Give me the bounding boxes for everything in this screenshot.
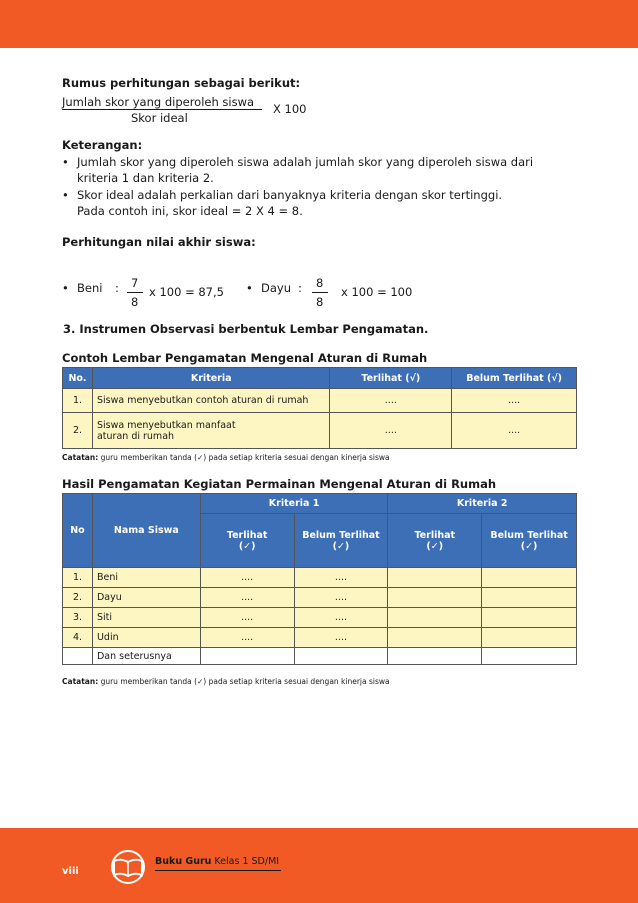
row-k2-belum [482,628,577,648]
book-icon [106,850,150,884]
beni-numerator: 7 [131,276,139,290]
beni-calc: x 100 = 87,5 [149,285,224,299]
bullet-dot: • [246,281,253,295]
row-terlihat: .... [330,413,452,449]
row-kriteria: Siswa menyebutkan contoh aturan di rumah [92,389,329,413]
table2 [62,493,577,665]
row-terlihat: .... [330,389,452,413]
table-row [63,608,577,628]
dayu-numerator: 8 [316,276,324,290]
final-score-heading: Perhitungan nilai akhir siswa: [62,235,256,249]
table1-header-row [63,368,577,389]
row-k1-terlihat [200,648,294,665]
row-k2-terlihat [388,568,482,588]
beni-colon: : [115,281,119,295]
table1-header-no: No. [63,368,93,389]
row-no: 4. [63,628,93,648]
table1-note-label: Catatan: [62,453,99,462]
row-k2-belum [482,588,577,608]
beni-fraction-line [127,292,143,293]
row-nama: Beni [92,568,200,588]
dayu-calc: x 100 = 100 [341,285,413,299]
table-row [63,628,577,648]
header-check: (✓) [520,540,538,552]
table1-header-terlihat: Terlihat (√) [330,368,452,389]
table2-header-k1-terlihat [200,514,294,568]
keterangan-bullet1-line1: Jumlah skor yang diperoleh siswa adalah jumlah skor yang diperoleh siswa dari [77,155,534,169]
header-label: Belum Terlihat [302,529,380,541]
table1-header-kriteria: Kriteria [92,368,329,389]
formula-denominator: Skor ideal [131,111,188,125]
bullet-dot: • [62,155,69,169]
header-label: Terlihat [414,529,456,541]
row-k2-terlihat [388,588,482,608]
row-k2-terlihat [388,608,482,628]
keterangan-bullet2-line2: Pada contoh ini, skor ideal = 2 X 4 = 8. [77,204,303,218]
formula-fraction-line [62,109,262,110]
table2-header-k2-terlihat [388,514,482,568]
row-k2-terlihat [388,648,482,665]
row-k2-terlihat [388,628,482,648]
table2-title: Hasil Pengamatan Kegiatan Permainan Mengenal Aturan di Rumah [62,477,497,491]
keterangan-bullet2-line1: Skor ideal adalah perkalian dari banyaknya kriteria dengan skor tertinggi. [77,188,503,202]
header-check: (✓) [238,540,256,552]
dayu-fraction-line [312,292,328,293]
table2-header-no: No [63,494,93,568]
dayu-colon: : [298,281,302,295]
table-row [63,568,577,588]
row-nama: Siti [92,608,200,628]
table1 [62,367,577,449]
row-k1-belum: .... [294,568,388,588]
table2-header-k1-belum [294,514,388,568]
row-kriteria [92,413,329,449]
formula-numerator: Jumlah skor yang diperoleh siswa [62,95,255,109]
keterangan-heading: Keterangan: [62,138,143,152]
row-nama: Dan seterusnya [92,648,200,665]
table2-group-header-row [63,494,577,514]
table-row [63,389,577,413]
table-row [63,588,577,608]
row-k2-belum [482,608,577,628]
table2-header-k2-belum [482,514,577,568]
table-row [63,413,577,449]
row-no: 2. [63,588,93,608]
row-no: 3. [63,608,93,628]
table1-note [62,453,390,462]
page-number: viii [62,866,79,877]
row-k1-terlihat: .... [200,568,294,588]
table2-note [62,677,390,686]
table-row [63,648,577,665]
table2-note-text: guru memberikan tanda (✓) pada setiap kriteria sesuai dengan kinerja siswa [98,677,390,686]
row-k1-terlihat: .... [200,588,294,608]
row-kriteria-line1: Siswa menyebutkan manfaat [96,419,236,431]
table2-note-label: Catatan: [62,677,99,686]
formula-multiplier: X 100 [273,102,307,116]
table2-header-kriteria1: Kriteria 1 [200,494,388,514]
table2-header-nama: Nama Siswa [92,494,200,568]
table1-note-text: guru memberikan tanda (✓) pada setiap kriteria sesuai dengan kinerja siswa [98,453,390,462]
row-belum: .... [452,413,577,449]
row-no: 2. [63,413,93,449]
row-k1-terlihat: .... [200,628,294,648]
bottom-band [0,828,638,903]
row-k1-belum [294,648,388,665]
header-label: Belum Terlihat [490,529,568,541]
beni-name: Beni [77,281,103,295]
bullet-dot: • [62,281,69,295]
table2-header-kriteria2: Kriteria 2 [388,494,577,514]
section3-heading: 3. Instrumen Observasi berbentuk Lembar Pengamatan. [63,322,429,336]
row-k1-terlihat: .... [200,608,294,628]
keterangan-bullet1-line2: kriteria 1 dan kriteria 2. [77,171,214,185]
footer-book-title [155,856,279,867]
row-kriteria-line2: aturan di rumah [96,430,175,442]
header-label: Terlihat [226,529,268,541]
beni-denominator: 8 [131,295,139,309]
row-k2-belum [482,648,577,665]
top-band [0,0,638,48]
dayu-name: Dayu [261,281,291,295]
bullet-dot: • [62,188,69,202]
row-nama: Dayu [92,588,200,608]
formula-heading: Rumus perhitungan sebagai berikut: [62,76,301,90]
row-no: 1. [63,389,93,413]
row-k1-belum: .... [294,608,388,628]
header-check: (✓) [426,540,444,552]
row-nama: Udin [92,628,200,648]
footer-book-rest: Kelas 1 SD/MI [211,856,280,867]
row-k1-belum: .... [294,588,388,608]
row-k1-belum: .... [294,628,388,648]
row-k2-belum [482,568,577,588]
row-no [63,648,93,665]
footer-underline [155,870,281,871]
row-belum: .... [452,389,577,413]
header-check: (✓) [332,540,350,552]
row-no: 1. [63,568,93,588]
table1-header-belum: Belum Terlihat (√) [452,368,577,389]
table1-title: Contoh Lembar Pengamatan Mengenal Aturan di Rumah [62,351,428,365]
footer-book-bold: Buku Guru [155,856,212,867]
dayu-denominator: 8 [316,295,324,309]
